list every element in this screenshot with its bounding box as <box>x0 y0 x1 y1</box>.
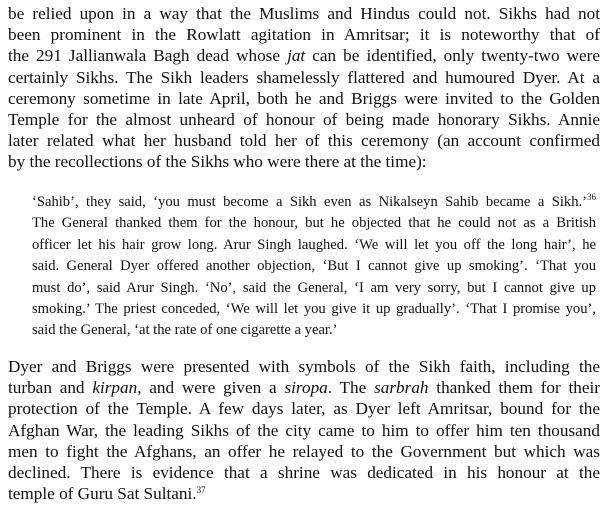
text-line: been prominent in the Rowlatt agitation in Amritsar; it is noteworthy that of <box>8 25 600 45</box>
quote-line: said. General Dyer offered another objection, ‘But I cannot give up smoking’. ‘That you <box>32 258 596 275</box>
text-line: declined. There is evidence that a shrine was dedicated in his honour at the <box>8 463 600 483</box>
italic-term: sarbrah <box>374 378 429 398</box>
italic-term: jat <box>287 46 306 66</box>
text-run: turban and <box>8 378 93 398</box>
text-line <box>8 377 600 398</box>
text-run: the 291 Jallianwala Bagh dead whose <box>8 46 288 66</box>
text-run: thanked them for their <box>428 378 600 398</box>
text-run: can be identified, only twenty-two were <box>305 46 601 66</box>
quote-line: must do’, said Arur Singh. ‘No’, said the General, ‘I am very sorry, but I cannot give up <box>32 279 596 296</box>
text-line: ceremony sometime in late April, both he and Briggs were invited to the Golden <box>8 88 600 108</box>
text-line: certainly Sikhs. The Sikh leaders shamelessly flattered and humoured Dyer. At a <box>8 67 600 87</box>
text-line: protection of the Temple. A few days later, as Dyer left Amritsar, bound for the <box>8 399 600 419</box>
quote-line: officer let his hair grow long. Arur Singh laughed. ‘We will let you off the long hair’, he <box>32 236 596 253</box>
footnote-ref: 36 <box>587 192 596 202</box>
text-run: . The <box>327 378 375 398</box>
text-line: Temple for the almost unheard of honour of being made honorary Sikhs. Annie <box>8 110 600 130</box>
text-run: temple of Guru Sat Sultani. <box>8 484 197 504</box>
italic-term: kirpan <box>92 378 138 398</box>
text-line <box>8 45 600 66</box>
block-quote <box>32 192 596 342</box>
italic-term: siropa <box>284 378 328 398</box>
quote-line: The General thanked them for the honour, but he objected that he could not as a British <box>32 215 596 232</box>
text-line: men to fight the Afghans, an offer he relayed to the Government but which was <box>8 441 600 461</box>
quote-line <box>32 192 596 213</box>
quote-line: said the General, ‘at the rate of one cigarette a year.’ <box>32 322 338 339</box>
text-run: , and were given a <box>137 378 285 398</box>
body-paragraph-1 <box>8 3 600 173</box>
text-line: by the recollections of the Sikhs who were there at the time): <box>8 152 427 172</box>
body-paragraph-2 <box>8 356 600 504</box>
text-line <box>8 483 600 504</box>
text-line: be relied upon in a way that the Muslims and Hindus could not. Sikhs had not <box>8 4 600 23</box>
quote-line: smoking.’ The priest conceded, ‘We will let you give it up gradually’. ‘That I promise you’, <box>32 301 596 318</box>
text-run: ‘Sahib’, they said, ‘you must become a Sikh even as Nikalseyn Sahib became a Sikh.’ <box>32 194 587 210</box>
text-line: later related what her husband told her of this ceremony (an account confirmed <box>8 131 600 151</box>
footnote-ref: 37 <box>196 485 206 496</box>
text-line: Afghan War, the leading Sikhs of the city came to him to offer him ten thousand <box>8 420 600 440</box>
text-line: Dyer and Briggs were presented with symbols of the Sikh faith, including the <box>8 357 600 376</box>
